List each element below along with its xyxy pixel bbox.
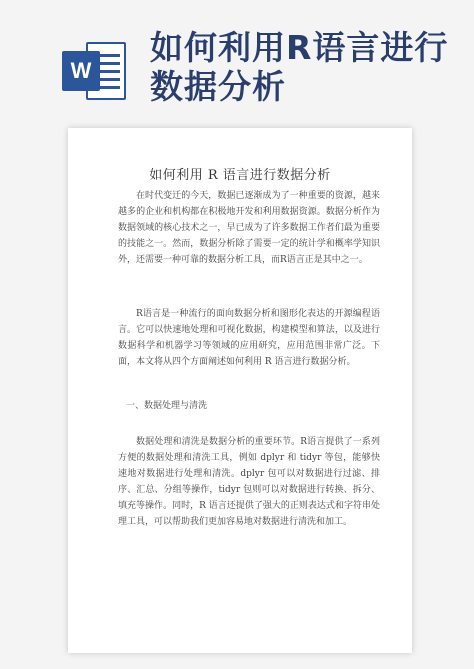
paragraph-r-language: R语言是一种流行的面向数据分析和图形化表达的开源编程语言。它可以快速地处理和可视化数据，构建模型和算法，以及进行数据科学和机器学习等领域的应用研究，应用范围非常广泛。下面，本文将从四个方面阐述如何利用 R 语言进行数据分析。: [118, 309, 380, 367]
word-icon: [62, 42, 126, 100]
paragraph-intro: 在时代变迁的今天，数据已逐渐成为了一种重要的资源，越来越多的企业和机构都在积极地开发和利用数据资源。数据分析作为数据领域的核心技术之一，早已成为了许多数据工作者们最为重要的技能之一。然而，数据分析除了需要一定的统计学和概率学知识外，还需要一种可靠的数据分析工具，而R语言正是其中之一。: [118, 191, 380, 265]
section-heading: 一、数据处理与清洗: [126, 401, 208, 411]
banner-title: 如何利用R语言进行数据分析: [150, 28, 449, 106]
document-page: [68, 128, 412, 653]
banner: [0, 0, 474, 110]
paragraph-data-cleaning: 数据处理和清洗是数据分析的重要环节。R语言提供了一系列方便的数据处理和清洗工具，例如 dplyr 和 tidyr 等包，能够快速地对数据进行处理和清洗。dplyr 包可以对数据进行过滤、排序、汇总、分组等操作，tidyr 包则可以对数据进行转换、拆分、填充等操作。同时，R 语言还提供了强大的正则表达式和字符串处理工具，可以帮助我们更加容易地对数据进行清洗和加工。: [118, 437, 380, 527]
document-title: 如何利用 R 语言进行数据分析: [149, 168, 331, 183]
word-logo-letter: W: [62, 51, 100, 91]
